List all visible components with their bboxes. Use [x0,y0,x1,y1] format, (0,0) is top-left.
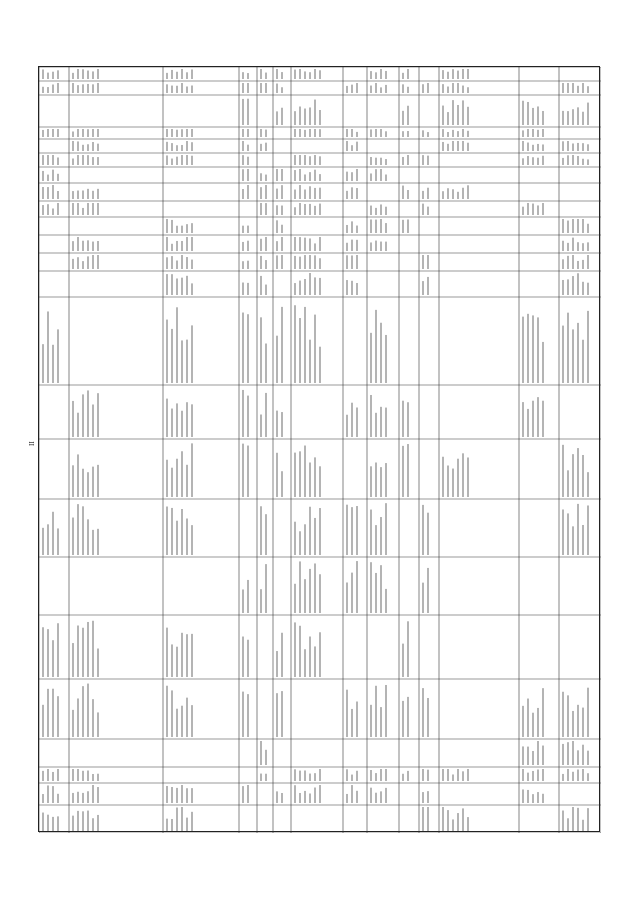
table-grid [39,67,601,833]
rotated-program-table [38,66,600,832]
page-number: II [28,441,36,446]
